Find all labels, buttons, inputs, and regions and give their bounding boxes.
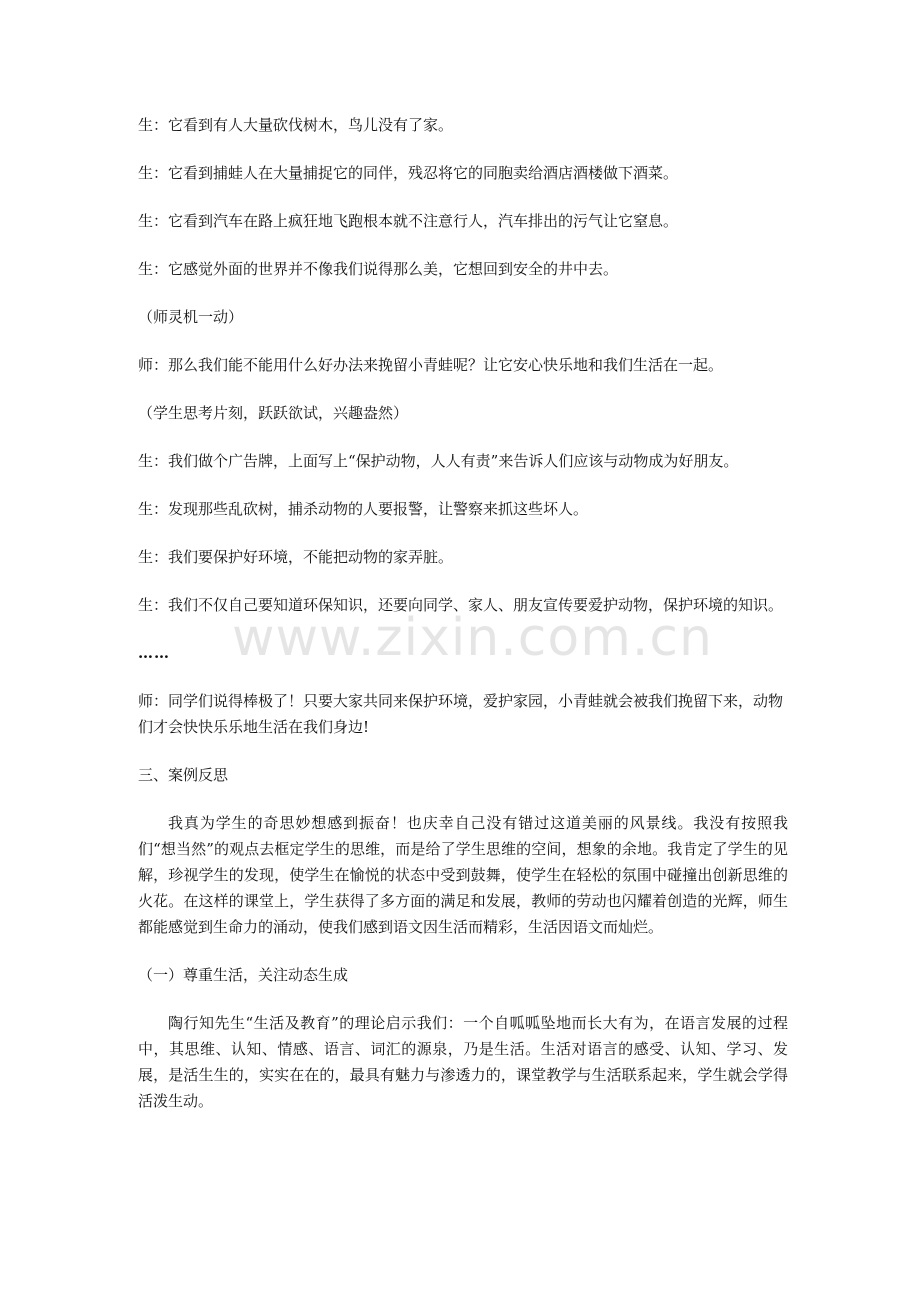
- stage-note-1: （师灵机一动）: [138, 308, 244, 326]
- watermark: www.zixin.com.cn: [232, 608, 713, 668]
- teacher-summary: 师：同学们说得棒极了！只要大家共同来保护环境，爱护家园，小青蛙就会被我们挽留下来，动物们才会快快乐乐地生活在我们身边!: [138, 692, 784, 736]
- reflection-paragraph: 我真为学生的奇思妙想感到振奋！也庆幸自己没有错过这道美丽的风景线。我没有按照我们“想当然”的观点去框定学生的思维，而是给了学生思维的空间，想象的余地。我肯定了学生的见解，珍视学生的发现，使学生在愉悦的状态中受到鼓舞，使学生在轻松的氛围中碰撞出创新思维的火花。在这样的课堂上，学生获得了多方面的满足和发展，教师的劳动也闪耀着创造的光辉，师生都能感觉到生命力的涌动，使我们感到语文因生活而精彩，生活因语文而灿烂。: [138, 814, 788, 936]
- dialogue-line-5: 生：我们做个广告牌，上面写上“保护动物，人人有责”来告诉人们应该与动物成为好朋友。: [138, 452, 739, 470]
- document-content: [138, 112, 788, 1136]
- dialogue-line-2: 生：它看到捕蛙人在大量捕捉它的同伴，残忍将它的同胞卖给酒店酒楼做下酒菜。: [138, 164, 679, 182]
- dialogue-line-1: 生：它看到有人大量砍伐树木，鸟儿没有了家。: [138, 116, 454, 134]
- stage-note-2: （学生思考片刻，跃跃欲试，兴趣盎然）: [138, 404, 409, 422]
- dialogue-line-6: 生：发现那些乱砍树，捕杀动物的人要报警，让警察来抓这些坏人。: [138, 500, 589, 518]
- final-paragraph: 陶行知先生“生活及教育”的理论启示我们：一个自呱呱坠地而长大有为，在语言发展的过程中，其思维、认知、情感、语言、词汇的源泉，乃是生活。生活对语言的感受、认知、学习、发展，是活生生的，实实在在的，最具有魅力与渗透力的，课堂教学与生活联系起来，学生就会学得活泼生动。: [138, 1014, 788, 1110]
- section-heading: 三、案例反思: [138, 766, 229, 784]
- dialogue-line-4: 生：它感觉外面的世界并不像我们说得那么美，它想回到安全的井中去。: [138, 260, 619, 278]
- subsection-heading: （一）尊重生活，关注动态生成: [138, 966, 349, 984]
- teacher-question: 师：那么我们能不能用什么好办法来挽留小青蛙呢？让它安心快乐地和我们生活在一起。: [138, 356, 724, 374]
- dialogue-line-7: 生：我们要保护好环境，不能把动物的家弄脏。: [138, 548, 454, 566]
- dialogue-line-3: 生：它看到汽车在路上疯狂地飞跑根本就不注意行人，汽车排出的污气让它窒息。: [138, 212, 679, 230]
- dialogue-line-8: 生：我们不仅自己要知道环保知识，还要向同学、家人、朋友宣传要爱护动物，保护环境的知识。: [138, 596, 784, 614]
- ellipsis: ……: [138, 644, 170, 662]
